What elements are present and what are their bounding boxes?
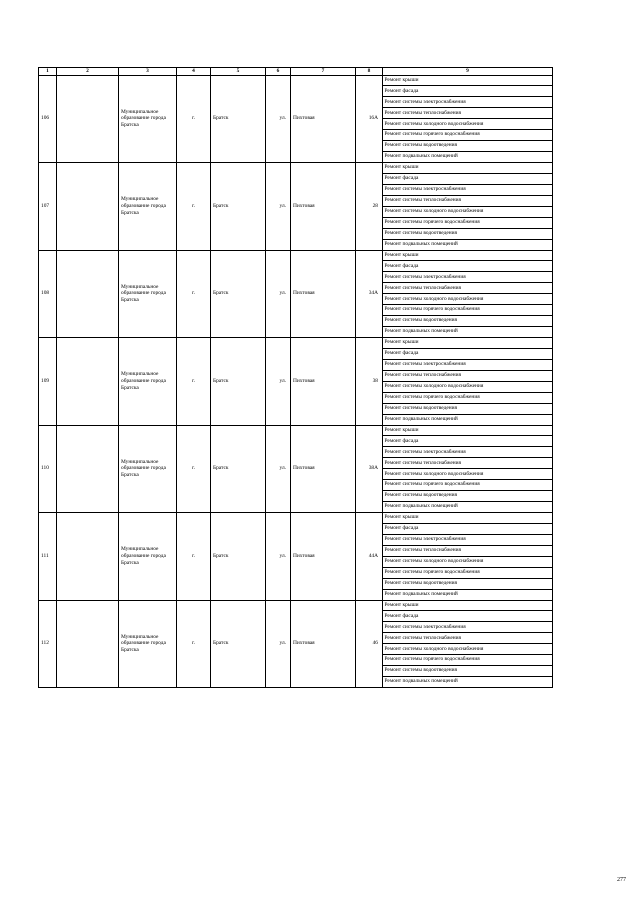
- cell-work-type: Ремонт фасада: [383, 436, 553, 447]
- cell-work-type: Ремонт системы холодного водоснабжения: [383, 644, 553, 655]
- cell-work-type: Ремонт системы водоотведения: [383, 228, 553, 239]
- cell-street-type: ул.: [266, 513, 291, 601]
- cell-work-type: Ремонт системы водоотведения: [383, 491, 553, 502]
- header-col-5: 5: [211, 68, 266, 76]
- cell-locality-type: г.: [177, 338, 211, 426]
- cell-work-type: Ремонт системы электроснабжения: [383, 184, 553, 195]
- cell-col-2: [57, 75, 119, 163]
- cell-work-type: Ремонт системы водоотведения: [383, 666, 553, 677]
- cell-street: Пихтовая: [291, 163, 356, 251]
- header-col-7: 7: [291, 68, 356, 76]
- table-header: [39, 68, 553, 76]
- cell-work-type: Ремонт подвальных помещений: [383, 414, 553, 425]
- table-row: [39, 425, 553, 436]
- cell-work-type: Ремонт системы электроснабжения: [383, 534, 553, 545]
- cell-work-type: Ремонт системы электроснабжения: [383, 447, 553, 458]
- cell-municipality: Муниципальное образование города Братска: [119, 163, 177, 251]
- cell-city: Братск: [211, 250, 266, 338]
- cell-work-type: Ремонт системы холодного водоснабжения: [383, 119, 553, 130]
- table-row: [39, 338, 553, 349]
- cell-work-type: Ремонт системы холодного водоснабжения: [383, 206, 553, 217]
- cell-work-type: Ремонт системы горячего водоснабжения: [383, 655, 553, 666]
- header-col-3: 3: [119, 68, 177, 76]
- cell-municipality: Муниципальное образование города Братска: [119, 600, 177, 688]
- cell-work-type: Ремонт подвальных помещений: [383, 327, 553, 338]
- cell-municipality: Муниципальное образование города Братска: [119, 425, 177, 513]
- cell-locality-type: г.: [177, 163, 211, 251]
- cell-work-type: Ремонт фасада: [383, 261, 553, 272]
- cell-work-type: Ремонт системы водоотведения: [383, 578, 553, 589]
- cell-city: Братск: [211, 425, 266, 513]
- cell-work-type: Ремонт системы теплоснабжения: [383, 633, 553, 644]
- cell-city: Братск: [211, 75, 266, 163]
- cell-city: Братск: [211, 338, 266, 426]
- cell-work-type: Ремонт системы теплоснабжения: [383, 458, 553, 469]
- cell-work-type: Ремонт системы электроснабжения: [383, 359, 553, 370]
- cell-work-type: Ремонт фасада: [383, 86, 553, 97]
- cell-street: Пихтовая: [291, 338, 356, 426]
- cell-city: Братск: [211, 600, 266, 688]
- cell-work-type: Ремонт системы горячего водоснабжения: [383, 392, 553, 403]
- cell-work-type: Ремонт подвальных помещений: [383, 239, 553, 250]
- cell-work-type: Ремонт фасада: [383, 523, 553, 534]
- cell-municipality: Муниципальное образование города Братска: [119, 75, 177, 163]
- cell-house-number: 44А: [356, 513, 383, 601]
- cell-house-number: 16А: [356, 75, 383, 163]
- cell-locality-type: г.: [177, 513, 211, 601]
- cell-work-type: Ремонт системы теплоснабжения: [383, 108, 553, 119]
- cell-record-number: 110: [39, 425, 57, 513]
- table-row: [39, 513, 553, 524]
- cell-municipality: Муниципальное образование города Братска: [119, 338, 177, 426]
- cell-locality-type: г.: [177, 425, 211, 513]
- table-row: [39, 600, 553, 611]
- cell-house-number: 28: [356, 163, 383, 251]
- cell-work-type: Ремонт подвальных помещений: [383, 502, 553, 513]
- cell-record-number: 111: [39, 513, 57, 601]
- table-row: [39, 163, 553, 174]
- cell-street: Пихтовая: [291, 75, 356, 163]
- cell-house-number: 38А: [356, 425, 383, 513]
- cell-work-type: Ремонт крыши: [383, 163, 553, 174]
- cell-work-type: Ремонт системы горячего водоснабжения: [383, 305, 553, 316]
- cell-street-type: ул.: [266, 600, 291, 688]
- cell-work-type: Ремонт подвальных помещений: [383, 677, 553, 688]
- cell-work-type: Ремонт фасада: [383, 173, 553, 184]
- cell-street-type: ул.: [266, 163, 291, 251]
- cell-work-type: Ремонт системы горячего водоснабжения: [383, 217, 553, 228]
- cell-street: Пихтовая: [291, 600, 356, 688]
- cell-municipality: Муниципальное образование города Братска: [119, 250, 177, 338]
- cell-col-2: [57, 338, 119, 426]
- cell-work-type: Ремонт системы горячего водоснабжения: [383, 480, 553, 491]
- header-col-8: 8: [356, 68, 383, 76]
- cell-street-type: ул.: [266, 75, 291, 163]
- cell-street: Пихтовая: [291, 250, 356, 338]
- cell-work-type: Ремонт системы электроснабжения: [383, 272, 553, 283]
- cell-house-number: 46: [356, 600, 383, 688]
- cell-work-type: Ремонт крыши: [383, 250, 553, 261]
- cell-work-type: Ремонт системы холодного водоснабжения: [383, 294, 553, 305]
- cell-street: Пихтовая: [291, 513, 356, 601]
- cell-work-type: Ремонт подвальных помещений: [383, 589, 553, 600]
- cell-record-number: 106: [39, 75, 57, 163]
- cell-municipality: Муниципальное образование города Братска: [119, 513, 177, 601]
- cell-work-type: Ремонт крыши: [383, 425, 553, 436]
- cell-work-type: Ремонт фасада: [383, 611, 553, 622]
- cell-record-number: 107: [39, 163, 57, 251]
- cell-street-type: ул.: [266, 425, 291, 513]
- header-col-4: 4: [177, 68, 211, 76]
- cell-locality-type: г.: [177, 75, 211, 163]
- cell-work-type: Ремонт крыши: [383, 513, 553, 524]
- header-col-2: 2: [57, 68, 119, 76]
- cell-col-2: [57, 425, 119, 513]
- cell-work-type: Ремонт системы водоотведения: [383, 141, 553, 152]
- cell-locality-type: г.: [177, 250, 211, 338]
- header-row: [39, 68, 553, 76]
- cell-city: Братск: [211, 513, 266, 601]
- cell-city: Братск: [211, 163, 266, 251]
- cell-work-type: Ремонт подвальных помещений: [383, 152, 553, 163]
- cell-work-type: Ремонт системы водоотведения: [383, 316, 553, 327]
- cell-work-type: Ремонт системы холодного водоснабжения: [383, 556, 553, 567]
- cell-work-type: Ремонт системы электроснабжения: [383, 622, 553, 633]
- cell-work-type: Ремонт системы теплоснабжения: [383, 283, 553, 294]
- cell-col-2: [57, 600, 119, 688]
- cell-street-type: ул.: [266, 338, 291, 426]
- cell-locality-type: г.: [177, 600, 211, 688]
- cell-col-2: [57, 513, 119, 601]
- cell-col-2: [57, 250, 119, 338]
- cell-work-type: Ремонт системы теплоснабжения: [383, 370, 553, 381]
- cell-work-type: Ремонт системы водоотведения: [383, 403, 553, 414]
- cell-work-type: Ремонт крыши: [383, 600, 553, 611]
- cell-record-number: 112: [39, 600, 57, 688]
- cell-record-number: 108: [39, 250, 57, 338]
- repair-registry-table: [38, 67, 553, 688]
- cell-work-type: Ремонт фасада: [383, 348, 553, 359]
- cell-work-type: Ремонт крыши: [383, 338, 553, 349]
- header-col-1: 1: [39, 68, 57, 76]
- table-body: [39, 75, 553, 688]
- cell-work-type: Ремонт системы холодного водоснабжения: [383, 469, 553, 480]
- table-row: [39, 75, 553, 86]
- cell-street: Пихтовая: [291, 425, 356, 513]
- header-col-9: 9: [383, 68, 553, 76]
- table-row: [39, 250, 553, 261]
- page-number: 277: [617, 877, 626, 883]
- cell-record-number: 109: [39, 338, 57, 426]
- cell-street-type: ул.: [266, 250, 291, 338]
- cell-house-number: 38: [356, 338, 383, 426]
- cell-work-type: Ремонт крыши: [383, 75, 553, 86]
- cell-work-type: Ремонт системы электроснабжения: [383, 97, 553, 108]
- cell-col-2: [57, 163, 119, 251]
- cell-work-type: Ремонт системы горячего водоснабжения: [383, 567, 553, 578]
- cell-work-type: Ремонт системы теплоснабжения: [383, 195, 553, 206]
- cell-house-number: 34А: [356, 250, 383, 338]
- cell-work-type: Ремонт системы холодного водоснабжения: [383, 381, 553, 392]
- cell-work-type: Ремонт системы горячего водоснабжения: [383, 130, 553, 141]
- header-col-6: 6: [266, 68, 291, 76]
- cell-work-type: Ремонт системы теплоснабжения: [383, 545, 553, 556]
